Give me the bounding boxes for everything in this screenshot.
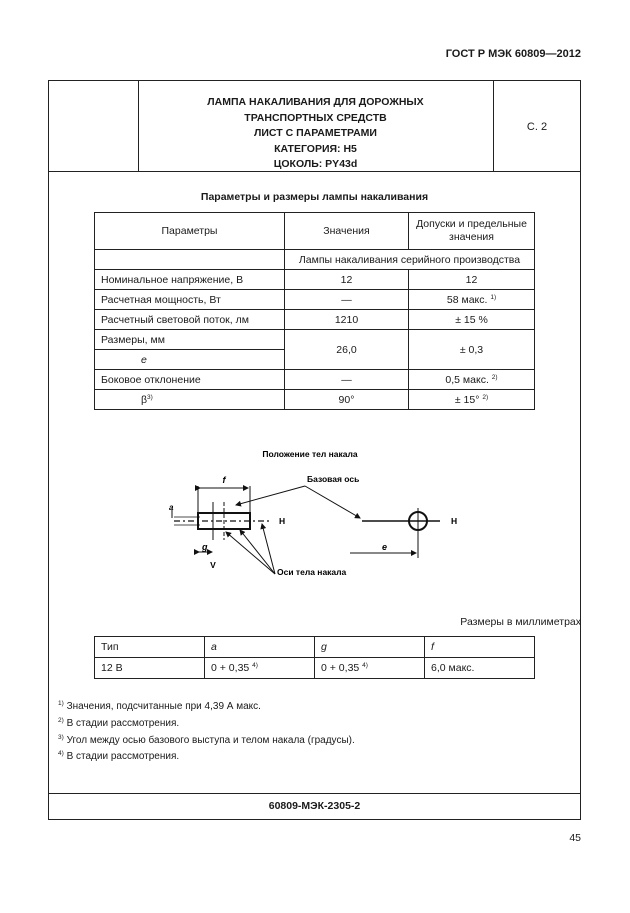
footnote-text: В стадии рассмотрения.	[66, 751, 180, 763]
g-value: 0 + 0,35	[321, 662, 360, 674]
type-cell: 12 В	[95, 658, 205, 679]
label-h-left: H	[279, 516, 286, 526]
footnote-text: В стадии рассмотрения.	[66, 717, 180, 729]
filament-axis-leader-1	[226, 532, 275, 574]
base-axis-leader-left	[236, 486, 305, 505]
footnote	[58, 697, 355, 714]
table-row	[95, 270, 535, 290]
footnote-mark: 3)	[58, 733, 64, 741]
beta-value: 90°	[285, 390, 409, 410]
lateral-value: —	[285, 370, 409, 390]
page-reference: С. 2	[526, 121, 548, 133]
series-label: Лампы накаливания серийного производства	[285, 250, 535, 270]
title-line: ЛАМПА НАКАЛИВАНИЯ ДЛЯ ДОРОЖНЫХ	[207, 96, 424, 108]
label-v: V	[210, 560, 216, 570]
param-value: 1210	[285, 310, 409, 330]
beta-tolerance: ± 15°	[454, 393, 480, 406]
label-base-axis: Базовая ось	[307, 474, 360, 484]
footnotes	[58, 697, 355, 764]
param-tolerance: 58 макс.	[446, 293, 488, 306]
footnote-ref: 1)	[490, 293, 497, 301]
sheet-code: 60809-МЭК-2305-2	[268, 800, 361, 812]
param-tolerance: ± 15 %	[409, 310, 535, 330]
title-line: КАТЕГОРИЯ: Н5	[274, 142, 357, 155]
label-g: g	[202, 542, 208, 552]
label-f: f	[222, 475, 226, 485]
footnote-ref: 2)	[491, 373, 498, 381]
dimensions-label: Размеры, мм	[95, 330, 285, 350]
footnote	[58, 714, 355, 731]
f-cell: 6,0 макс.	[425, 658, 535, 679]
beta-label: β	[141, 393, 148, 406]
title-line: ЦОКОЛЬ: PY43d	[273, 158, 358, 170]
column-header: Значения	[285, 213, 409, 250]
column-header: a	[205, 637, 315, 658]
param-name: Номинальное напряжение, В	[95, 270, 285, 290]
diagram-title: Положение тел накала	[262, 449, 358, 459]
footnote-ref: 2)	[482, 393, 489, 401]
table-header-row	[95, 213, 535, 250]
title-line: ТРАНСПОРТНЫХ СРЕДСТВ	[244, 111, 387, 124]
standard-code: ГОСТ Р МЭК 60809—2012	[445, 48, 581, 60]
table-header-row	[95, 637, 535, 658]
beta-label-cell	[95, 390, 285, 410]
title-line: ЛИСТ С ПАРАМЕТРАМИ	[254, 127, 377, 139]
e-label: e	[95, 350, 285, 370]
label-h-right: H	[451, 516, 458, 526]
footnote-text: Угол между осью базового выступа и телом накала (градусы).	[66, 734, 355, 746]
table-row	[95, 658, 535, 679]
base-axis-leader-right	[305, 486, 360, 518]
sheet-title	[138, 95, 493, 173]
footnote-ref: 3)	[147, 393, 153, 401]
footnote-ref: 4)	[252, 662, 258, 669]
table-row	[95, 370, 535, 390]
beta-tolerance-cell	[409, 390, 535, 410]
dimensions-table	[94, 636, 535, 679]
column-header: g	[315, 637, 425, 658]
column-header: Тип	[95, 637, 205, 658]
table-cell	[95, 250, 285, 270]
table-row	[95, 290, 535, 310]
table-row	[95, 310, 535, 330]
footnote-mark: 1)	[58, 700, 64, 707]
footer-divider	[48, 793, 581, 794]
param-tolerance-cell	[409, 290, 535, 310]
a-value: 0 + 0,35	[211, 662, 250, 674]
param-name: Расчетная мощность, Вт	[95, 290, 285, 310]
parameters-table	[94, 212, 535, 410]
page-number: 45	[569, 832, 581, 844]
footnote-ref: 4)	[362, 662, 368, 669]
e-value: 26,0	[285, 330, 409, 370]
table-row	[95, 390, 535, 410]
g-cell	[315, 658, 425, 679]
table-row	[95, 250, 535, 270]
footnote-mark: 4)	[58, 750, 64, 758]
param-value: 12	[285, 270, 409, 290]
param-value: —	[285, 290, 409, 310]
param-name: Расчетный световой поток, лм	[95, 310, 285, 330]
column-header: Параметры	[95, 213, 285, 250]
footnote-text: Значения, подсчитанные при 4,39 А макс.	[66, 701, 261, 712]
label-filament-axes: Оси тела накала	[277, 567, 347, 577]
footnote-mark: 2)	[58, 716, 64, 724]
footnote	[58, 747, 355, 764]
units-note: Размеры в миллиметрах	[460, 616, 581, 628]
footnote	[58, 731, 355, 748]
label-a: a	[169, 503, 174, 512]
section-title: Параметры и размеры лампы накаливания	[200, 191, 429, 203]
column-header: f	[425, 637, 535, 658]
lateral-tolerance: 0,5 макс.	[445, 373, 489, 386]
filament-position-diagram	[0, 440, 630, 600]
e-tolerance: ± 0,3	[409, 330, 535, 370]
param-tolerance: 12	[409, 270, 535, 290]
column-header: Допуски и предельные значения	[409, 213, 535, 250]
lateral-tolerance-cell	[409, 370, 535, 390]
a-cell	[205, 658, 315, 679]
lateral-label: Боковое отклонение	[95, 370, 285, 390]
label-e: e	[382, 542, 388, 552]
table-row	[95, 330, 535, 350]
